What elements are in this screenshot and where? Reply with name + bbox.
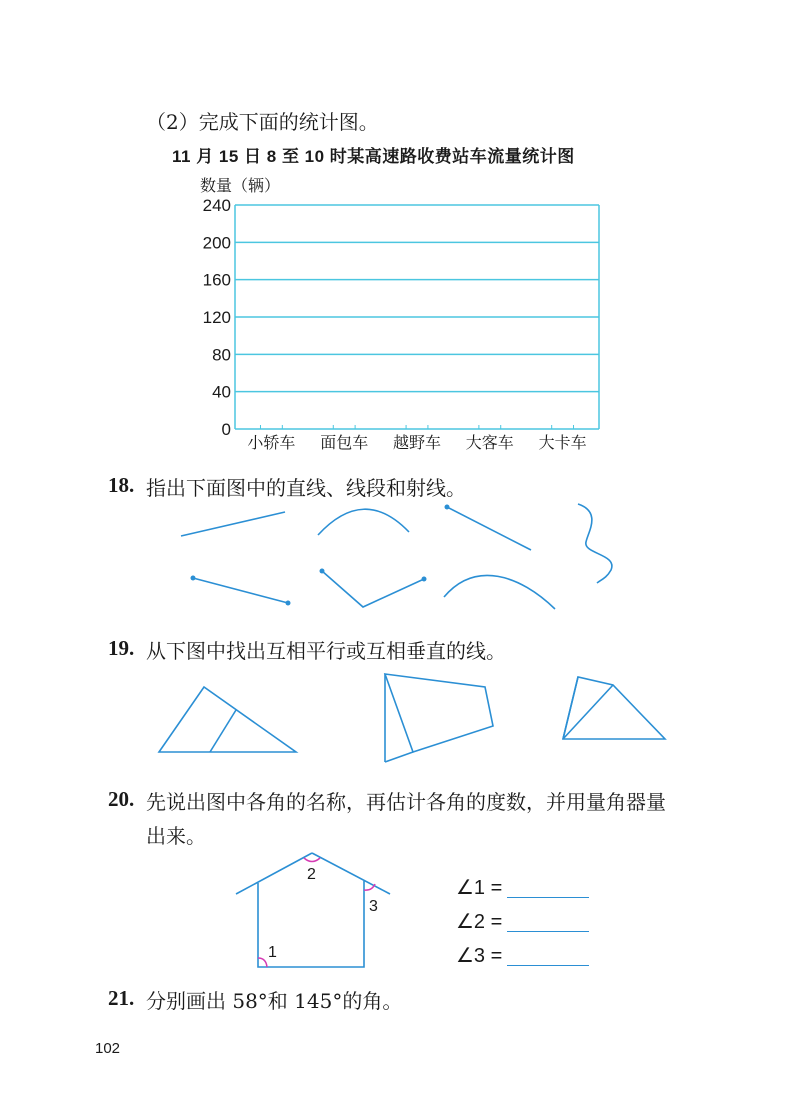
answer-blank-1[interactable] (507, 897, 589, 898)
answer-label-1: ∠1 = (456, 877, 503, 899)
category-label: 面包车 (320, 433, 369, 452)
angle-label-2: 2 (307, 866, 316, 883)
ytick-label: 240 (202, 196, 231, 215)
page-number: 102 (95, 1040, 121, 1057)
segment-1-endpoint-a (191, 576, 196, 581)
triangle-2-inner-line (563, 685, 613, 739)
ray-1 (447, 507, 531, 550)
triangle-2 (563, 677, 665, 739)
q19-number: 19. (108, 636, 135, 660)
straight-line-1 (181, 512, 285, 536)
angle-2-arc (304, 858, 320, 862)
ytick-label: 80 (212, 345, 231, 365)
angle-label-3: 3 (369, 898, 378, 915)
q20-text-line2: 出来。 (146, 824, 206, 848)
ray-1-endpoint (445, 505, 450, 510)
chart-yticks (203, 196, 231, 439)
quadrilateral (385, 674, 493, 752)
triangle-1 (159, 687, 296, 752)
q19-text: 从下图中找出互相平行或互相垂直的线。 (146, 639, 506, 663)
q20-number: 20. (108, 787, 135, 811)
category-label: 大卡车 (538, 433, 587, 452)
triangle-2-side (563, 677, 578, 739)
category-label: 越野车 (392, 433, 442, 452)
ytick-label: 200 (202, 233, 231, 253)
chart-title: 11 月 15 日 8 至 10 时某高速路收费站车流量统计图 (172, 147, 575, 166)
angle-ray-endpoint-a (320, 569, 325, 574)
chart-ylabel: 数量（辆） (200, 176, 281, 195)
ytick-label: 40 (212, 382, 231, 402)
angle-rays (322, 571, 424, 607)
q21-number: 21. (108, 986, 135, 1010)
category-label: 大客车 (465, 433, 514, 452)
answer-blank-3[interactable] (507, 965, 589, 966)
q18-figures (0, 490, 800, 610)
q19-figures (0, 670, 800, 770)
category-label: 小轿车 (247, 433, 296, 452)
answer-label-2: ∠2 = (456, 911, 503, 933)
ytick-label: 160 (202, 270, 231, 290)
roof-left (236, 853, 312, 894)
bar-chart (0, 0, 800, 470)
segment-1 (193, 578, 288, 603)
quadrilateral-edge (385, 752, 413, 762)
ytick-label: 0 (221, 420, 231, 439)
q18-text: 指出下面图中的直线、线段和射线。 (146, 476, 466, 500)
angle-label-1: 1 (268, 944, 277, 961)
chart-grid (235, 205, 599, 429)
q20-text-line1: 先说出图中各角的名称，再估计各角的度数，并用量角器量 (146, 790, 666, 814)
q18-number: 18. (108, 473, 135, 497)
arc-curve (318, 509, 409, 535)
angle-ray-endpoint-b (422, 577, 427, 582)
answer-blank-2[interactable] (507, 931, 589, 932)
part2-instruction: （2）完成下面的统计图。 (146, 110, 379, 134)
roof-right (312, 853, 390, 894)
house-figure (0, 845, 800, 975)
curve-2 (444, 575, 555, 609)
triangle-1-inner-line (210, 710, 236, 752)
segment-1-endpoint-b (286, 601, 291, 606)
wavy-curve (578, 504, 612, 583)
answer-label-3: ∠3 = (456, 945, 503, 967)
ytick-label: 120 (202, 308, 231, 327)
q21-text: 分别画出 58°和 145°的角。 (146, 989, 403, 1013)
angle-1-arc (258, 958, 267, 967)
chart-xcategories (247, 433, 586, 452)
